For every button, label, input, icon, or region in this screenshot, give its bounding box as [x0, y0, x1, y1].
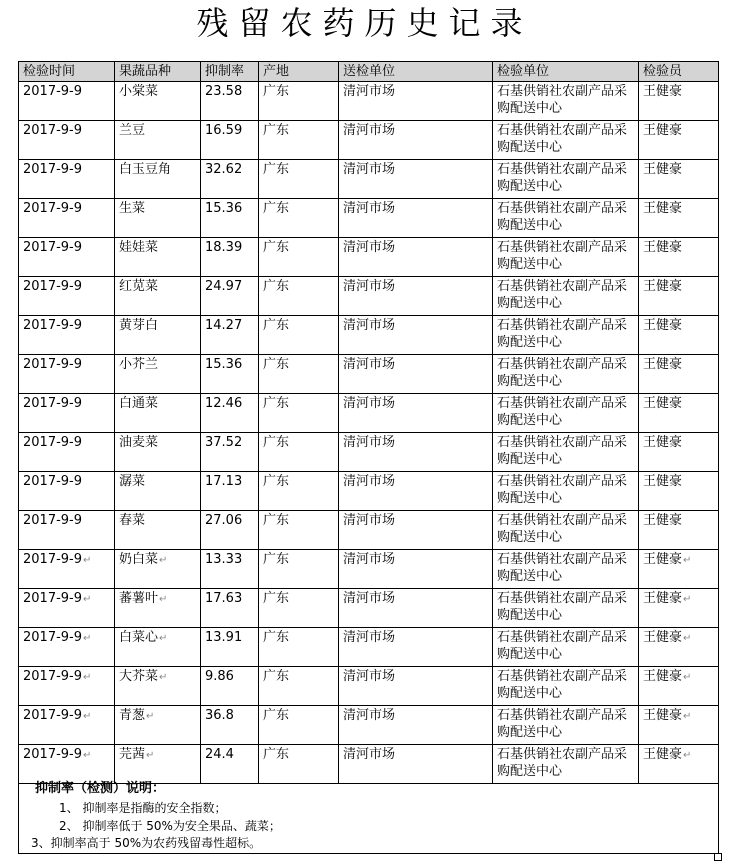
paragraph-mark-icon: ↵	[159, 633, 168, 644]
table-row	[19, 238, 719, 277]
cell-origin-text: 广东	[263, 162, 290, 177]
cell-inspection-unit-text: 石基供销社农副产品采购配送中心	[497, 591, 628, 623]
cell-inspector-text: 王健豪	[643, 591, 683, 606]
cell-rate	[201, 550, 259, 589]
cell-date-text: 2017-9-9	[23, 435, 83, 450]
cell-origin-text: 广东	[263, 708, 290, 723]
cell-date-text: 2017-9-9	[23, 708, 83, 723]
cell-inspector-text: 王健豪	[643, 630, 683, 645]
paragraph-mark-icon: ↵	[83, 633, 92, 644]
column-header-rate: 抑制率	[201, 62, 259, 82]
cell-product-text: 春菜	[119, 513, 146, 528]
cell-sender-text: 清河市场	[343, 84, 396, 99]
cell-inspection-unit	[493, 511, 639, 550]
paragraph-mark-icon: ↵	[683, 555, 692, 566]
paragraph-mark-icon: ↵	[146, 750, 155, 761]
notes-heading: 抑制率（检测）说明：	[35, 781, 166, 796]
cell-rate-text: 16.59	[205, 123, 243, 138]
cell-product	[115, 667, 201, 706]
cell-product	[115, 121, 201, 160]
cell-product-text: 兰豆	[119, 123, 146, 138]
cell-rate-text: 32.62	[205, 162, 243, 177]
cell-sender	[339, 472, 493, 511]
table-header-row	[19, 62, 719, 82]
cell-date-text: 2017-9-9	[23, 669, 83, 684]
cell-date	[19, 394, 115, 433]
cell-product	[115, 589, 201, 628]
cell-sender-text: 清河市场	[343, 435, 396, 450]
cell-rate-text: 14.27	[205, 318, 243, 333]
cell-date	[19, 82, 115, 121]
cell-date	[19, 589, 115, 628]
cell-inspector	[639, 238, 719, 277]
cell-sender-text: 清河市场	[343, 279, 396, 294]
cell-date-text: 2017-9-9	[23, 552, 83, 567]
cell-product-text: 生菜	[119, 201, 146, 216]
cell-inspection-unit-text: 石基供销社农副产品采购配送中心	[497, 435, 628, 467]
cell-inspector	[639, 82, 719, 121]
paragraph-mark-icon: ↵	[83, 750, 92, 761]
cell-rate-text: 15.36	[205, 357, 243, 372]
cell-sender-text: 清河市场	[343, 318, 396, 333]
cell-origin-text: 广东	[263, 513, 290, 528]
cell-inspector	[639, 433, 719, 472]
table-row	[19, 433, 719, 472]
cell-origin-text: 广东	[263, 123, 290, 138]
cell-rate	[201, 199, 259, 238]
notes-box	[18, 778, 719, 854]
cell-product	[115, 550, 201, 589]
cell-origin	[259, 160, 339, 199]
cell-inspection-unit-text: 石基供销社农副产品采购配送中心	[497, 396, 628, 428]
cell-inspector-text: 王健豪	[643, 552, 683, 567]
table-resize-handle[interactable]	[714, 853, 722, 861]
cell-product-text: 小棠菜	[119, 84, 159, 99]
cell-rate	[201, 472, 259, 511]
cell-sender	[339, 199, 493, 238]
cell-inspector	[639, 511, 719, 550]
cell-date	[19, 433, 115, 472]
cell-rate	[201, 316, 259, 355]
cell-origin-text: 广东	[263, 474, 290, 489]
cell-product-text: 潺菜	[119, 474, 146, 489]
cell-product-text: 白通菜	[119, 396, 159, 411]
cell-sender-text: 清河市场	[343, 240, 396, 255]
cell-date-text: 2017-9-9	[23, 513, 83, 528]
column-header-date: 检验时间	[19, 62, 115, 82]
cell-inspection-unit	[493, 706, 639, 745]
cell-rate	[201, 277, 259, 316]
cell-inspection-unit	[493, 199, 639, 238]
cell-inspection-unit	[493, 628, 639, 667]
paragraph-mark-icon: ↵	[683, 750, 692, 761]
table-row	[19, 355, 719, 394]
cell-date-text: 2017-9-9	[23, 201, 83, 216]
cell-date-text: 2017-9-9	[23, 630, 83, 645]
cell-sender-text: 清河市场	[343, 669, 396, 684]
cell-origin	[259, 238, 339, 277]
cell-product-text: 蕃薯叶	[119, 591, 159, 606]
cell-inspector	[639, 550, 719, 589]
cell-sender	[339, 160, 493, 199]
table-row	[19, 82, 719, 121]
cell-rate	[201, 394, 259, 433]
paragraph-mark-icon: ↵	[146, 711, 155, 722]
cell-sender	[339, 706, 493, 745]
table-body	[19, 82, 719, 784]
cell-inspector-text: 王健豪	[643, 357, 683, 372]
cell-inspector	[639, 277, 719, 316]
cell-inspection-unit	[493, 472, 639, 511]
cell-inspection-unit-text: 石基供销社农副产品采购配送中心	[497, 747, 628, 779]
cell-rate-text: 17.63	[205, 591, 243, 606]
cell-inspector-text: 王健豪	[643, 513, 683, 528]
note-item: 3、抑制率高于 50%为农药残留毒性超标。	[31, 836, 262, 850]
cell-product-text: 油麦菜	[119, 435, 159, 450]
cell-sender-text: 清河市场	[343, 708, 396, 723]
cell-product	[115, 355, 201, 394]
cell-date	[19, 121, 115, 160]
pesticide-record-table	[18, 61, 719, 784]
cell-sender	[339, 355, 493, 394]
cell-inspector-text: 王健豪	[643, 669, 683, 684]
cell-inspector-text: 王健豪	[643, 240, 683, 255]
cell-product-text: 红苋菜	[119, 279, 159, 294]
cell-product-text: 芫茜	[119, 747, 146, 762]
cell-origin-text: 广东	[263, 552, 290, 567]
cell-origin	[259, 667, 339, 706]
cell-date	[19, 667, 115, 706]
cell-origin	[259, 199, 339, 238]
cell-inspection-unit	[493, 550, 639, 589]
cell-date-text: 2017-9-9	[23, 357, 83, 372]
cell-product-text: 白玉豆角	[119, 162, 172, 177]
cell-date	[19, 550, 115, 589]
table-row	[19, 160, 719, 199]
cell-inspector	[639, 628, 719, 667]
paragraph-mark-icon: ↵	[83, 555, 92, 566]
cell-sender	[339, 628, 493, 667]
cell-product	[115, 394, 201, 433]
cell-sender-text: 清河市场	[343, 201, 396, 216]
cell-product	[115, 238, 201, 277]
cell-inspection-unit-text: 石基供销社农副产品采购配送中心	[497, 357, 628, 389]
table-row	[19, 277, 719, 316]
cell-inspector-text: 王健豪	[643, 279, 683, 294]
cell-rate	[201, 160, 259, 199]
cell-product	[115, 511, 201, 550]
cell-origin-text: 广东	[263, 318, 290, 333]
cell-origin-text: 广东	[263, 630, 290, 645]
cell-rate-text: 9.86	[205, 669, 234, 684]
cell-sender	[339, 394, 493, 433]
cell-sender-text: 清河市场	[343, 396, 396, 411]
cell-inspector-text: 王健豪	[643, 435, 683, 450]
cell-inspector-text: 王健豪	[643, 162, 683, 177]
cell-rate	[201, 355, 259, 394]
cell-inspection-unit-text: 石基供销社农副产品采购配送中心	[497, 474, 628, 506]
cell-inspection-unit-text: 石基供销社农副产品采购配送中心	[497, 669, 628, 701]
cell-inspection-unit-text: 石基供销社农副产品采购配送中心	[497, 240, 628, 272]
cell-inspector	[639, 589, 719, 628]
cell-inspector-text: 王健豪	[643, 84, 683, 99]
document-title: 残留农药历史记录	[196, 4, 533, 42]
cell-inspection-unit	[493, 394, 639, 433]
cell-sender-text: 清河市场	[343, 552, 396, 567]
column-header-inspector: 检验员	[639, 62, 719, 82]
cell-product-text: 奶白菜	[119, 552, 159, 567]
cell-rate-text: 37.52	[205, 435, 243, 450]
cell-date	[19, 238, 115, 277]
cell-product	[115, 316, 201, 355]
paragraph-mark-icon: ↵	[83, 594, 92, 605]
cell-sender-text: 清河市场	[343, 630, 396, 645]
cell-sender-text: 清河市场	[343, 591, 396, 606]
cell-date-text: 2017-9-9	[23, 84, 83, 99]
cell-origin	[259, 355, 339, 394]
cell-rate-text: 36.8	[205, 708, 234, 723]
cell-sender-text: 清河市场	[343, 747, 396, 762]
cell-inspection-unit	[493, 316, 639, 355]
note-item: 2、 抑制率低于 50%为安全果品、蔬菜；	[59, 819, 281, 833]
cell-product	[115, 160, 201, 199]
cell-rate	[201, 82, 259, 121]
cell-inspection-unit	[493, 121, 639, 160]
cell-product	[115, 277, 201, 316]
cell-sender-text: 清河市场	[343, 162, 396, 177]
cell-origin-text: 广东	[263, 357, 290, 372]
cell-date	[19, 199, 115, 238]
table-row	[19, 511, 719, 550]
cell-origin-text: 广东	[263, 201, 290, 216]
cell-date-text: 2017-9-9	[23, 591, 83, 606]
cell-rate-text: 13.91	[205, 630, 243, 645]
column-header-product: 果蔬品种	[115, 62, 201, 82]
cell-origin-text: 广东	[263, 279, 290, 294]
cell-rate-text: 23.58	[205, 84, 243, 99]
cell-sender	[339, 238, 493, 277]
cell-date-text: 2017-9-9	[23, 123, 83, 138]
cell-product	[115, 82, 201, 121]
cell-inspector-text: 王健豪	[643, 747, 683, 762]
cell-inspector	[639, 706, 719, 745]
cell-origin	[259, 472, 339, 511]
cell-inspection-unit-text: 石基供销社农副产品采购配送中心	[497, 279, 628, 311]
table-row	[19, 199, 719, 238]
table-row	[19, 472, 719, 511]
cell-sender	[339, 277, 493, 316]
cell-rate	[201, 706, 259, 745]
table-row	[19, 550, 719, 589]
cell-inspection-unit-text: 石基供销社农副产品采购配送中心	[497, 513, 628, 545]
cell-inspector-text: 王健豪	[643, 201, 683, 216]
cell-origin	[259, 628, 339, 667]
table-row	[19, 628, 719, 667]
cell-inspection-unit	[493, 433, 639, 472]
cell-inspector-text: 王健豪	[643, 123, 683, 138]
cell-product	[115, 706, 201, 745]
cell-origin	[259, 82, 339, 121]
cell-date	[19, 355, 115, 394]
cell-origin-text: 广东	[263, 240, 290, 255]
cell-date-text: 2017-9-9	[23, 396, 83, 411]
table-row	[19, 706, 719, 745]
cell-rate-text: 12.46	[205, 396, 243, 411]
cell-date-text: 2017-9-9	[23, 747, 83, 762]
cell-product-text: 小芥兰	[119, 357, 159, 372]
cell-rate	[201, 511, 259, 550]
cell-rate-text: 27.06	[205, 513, 243, 528]
cell-inspector	[639, 316, 719, 355]
cell-inspection-unit	[493, 238, 639, 277]
cell-sender	[339, 82, 493, 121]
cell-product	[115, 433, 201, 472]
cell-inspection-unit-text: 石基供销社农副产品采购配送中心	[497, 630, 628, 662]
cell-sender	[339, 316, 493, 355]
cell-inspector-text: 王健豪	[643, 708, 683, 723]
cell-origin-text: 广东	[263, 84, 290, 99]
cell-inspector-text: 王健豪	[643, 474, 683, 489]
cell-date	[19, 472, 115, 511]
column-header-origin: 产地	[259, 62, 339, 82]
table-row	[19, 589, 719, 628]
cell-inspector-text: 王健豪	[643, 318, 683, 333]
cell-inspection-unit-text: 石基供销社农副产品采购配送中心	[497, 201, 628, 233]
cell-inspection-unit	[493, 355, 639, 394]
cell-sender	[339, 589, 493, 628]
cell-inspection-unit-text: 石基供销社农副产品采购配送中心	[497, 552, 628, 584]
cell-origin	[259, 316, 339, 355]
cell-date-text: 2017-9-9	[23, 474, 83, 489]
cell-inspection-unit-text: 石基供销社农副产品采购配送中心	[497, 162, 628, 194]
cell-origin-text: 广东	[263, 396, 290, 411]
cell-sender-text: 清河市场	[343, 513, 396, 528]
cell-origin	[259, 277, 339, 316]
cell-inspection-unit	[493, 589, 639, 628]
cell-date	[19, 277, 115, 316]
cell-product	[115, 628, 201, 667]
table-row	[19, 316, 719, 355]
cell-date	[19, 160, 115, 199]
column-header-sender: 送检单位	[339, 62, 493, 82]
cell-inspection-unit-text: 石基供销社农副产品采购配送中心	[497, 123, 628, 155]
cell-sender	[339, 550, 493, 589]
table-row	[19, 121, 719, 160]
cell-inspector-text: 王健豪	[643, 396, 683, 411]
cell-date-text: 2017-9-9	[23, 240, 83, 255]
cell-sender	[339, 433, 493, 472]
cell-rate-text: 24.4	[205, 747, 234, 762]
cell-origin	[259, 394, 339, 433]
cell-origin	[259, 433, 339, 472]
cell-date	[19, 511, 115, 550]
cell-rate-text: 13.33	[205, 552, 243, 567]
paragraph-mark-icon: ↵	[683, 672, 692, 683]
paragraph-mark-icon: ↵	[683, 711, 692, 722]
cell-rate	[201, 589, 259, 628]
cell-product-text: 娃娃菜	[119, 240, 159, 255]
note-item: 1、 抑制率是指酶的安全指数；	[59, 801, 227, 815]
cell-origin-text: 广东	[263, 591, 290, 606]
paragraph-mark-icon: ↵	[683, 594, 692, 605]
cell-inspector	[639, 355, 719, 394]
cell-rate-text: 17.13	[205, 474, 243, 489]
cell-origin	[259, 706, 339, 745]
cell-rate	[201, 628, 259, 667]
cell-date-text: 2017-9-9	[23, 162, 83, 177]
paragraph-mark-icon: ↵	[159, 672, 168, 683]
cell-product-text: 大芥菜	[119, 669, 159, 684]
cell-rate	[201, 433, 259, 472]
cell-rate-text: 15.36	[205, 201, 243, 216]
cell-sender	[339, 667, 493, 706]
cell-inspection-unit	[493, 160, 639, 199]
paragraph-mark-icon: ↵	[83, 711, 92, 722]
cell-product-text: 黄芽白	[119, 318, 159, 333]
cell-date	[19, 628, 115, 667]
cell-sender-text: 清河市场	[343, 474, 396, 489]
cell-inspector	[639, 160, 719, 199]
cell-product-text: 青葱	[119, 708, 146, 723]
column-header-inspection-unit: 检验单位	[493, 62, 639, 82]
cell-inspection-unit-text: 石基供销社农副产品采购配送中心	[497, 318, 628, 350]
cell-date	[19, 316, 115, 355]
cell-sender-text: 清河市场	[343, 123, 396, 138]
cell-sender	[339, 511, 493, 550]
cell-product	[115, 199, 201, 238]
cell-inspector	[639, 121, 719, 160]
cell-inspector	[639, 472, 719, 511]
cell-rate	[201, 667, 259, 706]
cell-origin-text: 广东	[263, 669, 290, 684]
paragraph-mark-icon: ↵	[683, 633, 692, 644]
cell-product	[115, 472, 201, 511]
cell-sender-text: 清河市场	[343, 357, 396, 372]
cell-inspection-unit-text: 石基供销社农副产品采购配送中心	[497, 84, 628, 116]
cell-inspection-unit-text: 石基供销社农副产品采购配送中心	[497, 708, 628, 740]
paragraph-mark-icon: ↵	[159, 594, 168, 605]
cell-inspector	[639, 199, 719, 238]
cell-inspection-unit	[493, 82, 639, 121]
cell-origin	[259, 589, 339, 628]
cell-inspector	[639, 667, 719, 706]
table-row	[19, 667, 719, 706]
cell-rate	[201, 121, 259, 160]
cell-rate-text: 24.97	[205, 279, 243, 294]
cell-date-text: 2017-9-9	[23, 279, 83, 294]
cell-date	[19, 706, 115, 745]
cell-rate-text: 18.39	[205, 240, 243, 255]
cell-inspector	[639, 394, 719, 433]
cell-rate	[201, 238, 259, 277]
cell-origin	[259, 511, 339, 550]
cell-origin	[259, 121, 339, 160]
table-row	[19, 394, 719, 433]
cell-origin-text: 广东	[263, 747, 290, 762]
paragraph-mark-icon: ↵	[83, 672, 92, 683]
cell-origin	[259, 550, 339, 589]
cell-product-text: 白菜心	[119, 630, 159, 645]
cell-date-text: 2017-9-9	[23, 318, 83, 333]
cell-origin-text: 广东	[263, 435, 290, 450]
cell-inspection-unit	[493, 667, 639, 706]
paragraph-mark-icon: ↵	[159, 555, 168, 566]
cell-sender	[339, 121, 493, 160]
cell-inspection-unit	[493, 277, 639, 316]
